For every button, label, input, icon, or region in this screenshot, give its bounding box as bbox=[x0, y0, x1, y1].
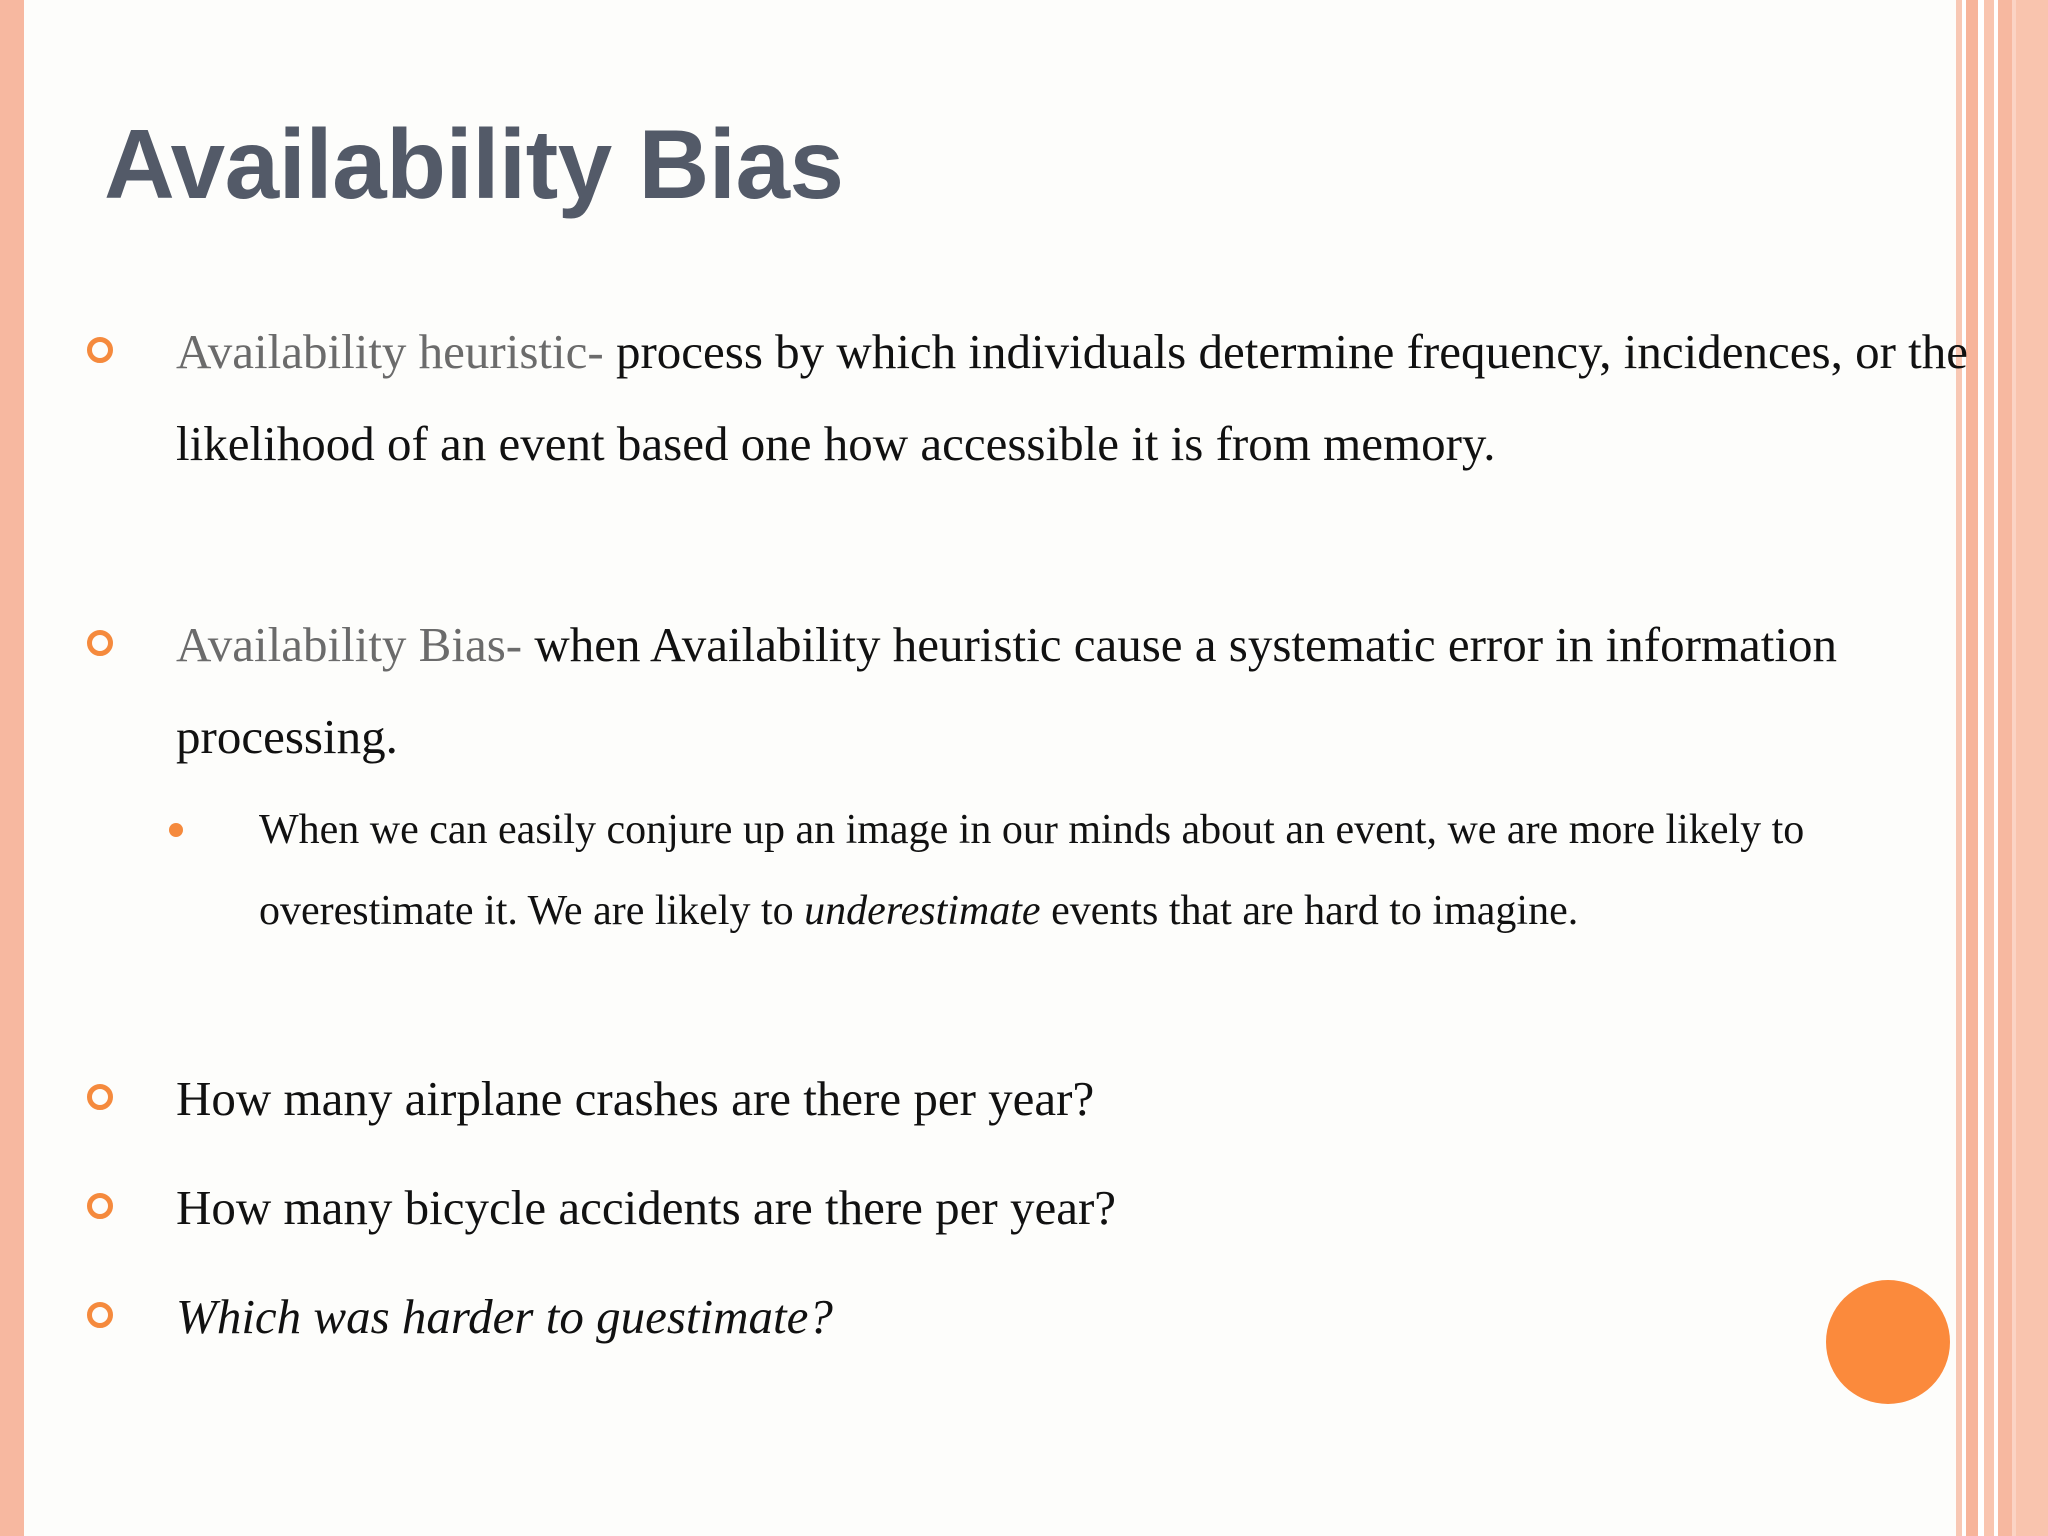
question-text: Which was harder to guestimate? bbox=[176, 1289, 833, 1344]
bullet-item bbox=[176, 306, 1976, 490]
circle-bullet-icon bbox=[87, 1302, 113, 1328]
slide-title: Availability Bias bbox=[104, 109, 844, 219]
bullet-item bbox=[176, 599, 1976, 783]
circle-bullet-icon bbox=[87, 337, 113, 363]
bullet-text: when Availability heuristic cause a systematic error in information processing. bbox=[176, 617, 1838, 764]
bullet-term: Availability heuristic- bbox=[176, 324, 604, 379]
question-text: How many airplane crashes are there per year? bbox=[176, 1071, 1095, 1126]
circle-bullet-icon bbox=[87, 1084, 113, 1110]
circle-bullet-icon bbox=[87, 630, 113, 656]
bullet-term: Availability Bias- bbox=[176, 617, 523, 672]
sub-bullet-item bbox=[259, 790, 1899, 952]
question-item bbox=[176, 1271, 1976, 1363]
question-item bbox=[176, 1162, 1976, 1254]
dot-bullet-icon bbox=[169, 823, 183, 837]
orange-circle-decoration bbox=[1826, 1280, 1950, 1404]
sub-bullet-emphasis: underestimate bbox=[804, 888, 1041, 934]
question-text: How many bicycle accidents are there per year? bbox=[176, 1180, 1117, 1235]
sub-bullet-text-end: events that are hard to imagine. bbox=[1040, 888, 1579, 934]
question-item bbox=[176, 1053, 1976, 1145]
circle-bullet-icon bbox=[87, 1193, 113, 1219]
sub-bullet-text: When we can easily conjure up an image in our minds about an event, we are more likely to overestimate it. We are likely to bbox=[259, 807, 1805, 934]
bullet-text: process by which individuals determine frequency, incidences, or the likelihood of an event based one how accessible it is from memory. bbox=[176, 324, 1969, 471]
